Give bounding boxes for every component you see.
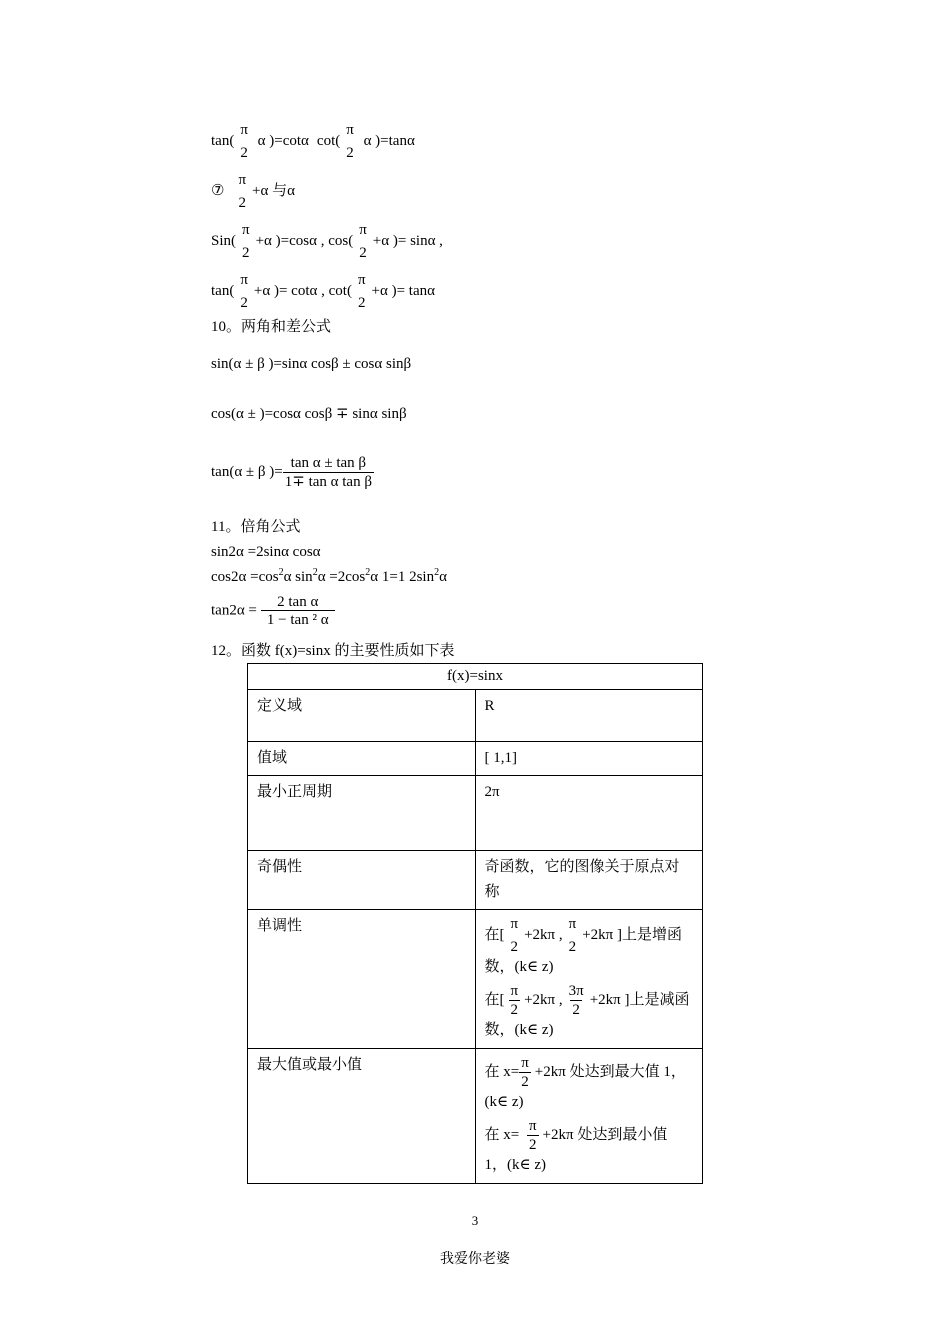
section-heading-10: 10。两角和差公式 (211, 319, 332, 335)
formula-cos-sum: cos(α ± )=cosα cosβ ∓ sinα sinβ (211, 406, 407, 422)
formula-sin2a: sin2α =2sinα cosα (211, 544, 321, 560)
row-label-period: 最小正周期 (248, 776, 476, 851)
table-row (248, 851, 703, 910)
section-heading-11: 11。倍角公式 (211, 519, 301, 535)
table-row (248, 1049, 703, 1184)
item-7: ⑦ π 2 +α 与α (211, 172, 295, 211)
fraction: π 2 (359, 222, 367, 261)
table-header-row (248, 664, 703, 690)
fraction: $\frac{\pi}{2}$ (521, 1055, 529, 1090)
fraction: π 2 (346, 122, 354, 161)
row-label-monotonicity: 单调性 (248, 910, 476, 1049)
table-title: f(x)=sinx (248, 664, 703, 690)
row-label-parity: 奇偶性 (248, 851, 476, 910)
increasing-interval: 在[ π 2 +2kπ , π 2 +2kπ ]上是增函数，(k∈ z) (484, 916, 682, 975)
row-value-range: [ 1,1] (475, 742, 703, 776)
formula-sin-pi2-plus: Sin( π 2 +α )=cosα , cos( π 2 +α )= sinα , (211, 222, 443, 261)
fraction: π 2 (568, 916, 577, 955)
fraction: π 2 (240, 272, 248, 311)
table-row (248, 910, 703, 1049)
maximum-value: 在 x= $\frac{\pi}{2}$ +2kπ 处达到最大值 1，(k∈ z) (484, 1055, 686, 1110)
row-value-parity: 奇函数，它的图像关于原点对称 (475, 851, 703, 910)
fraction: $\frac{\pi}{2}$ (510, 983, 519, 1018)
sine-properties-table (247, 663, 703, 1184)
minimum-value: 在 x= $\frac{\pi}{2}$ +2kπ 处达到最小值 1，(k∈ z) (484, 1118, 668, 1173)
row-label-extrema: 最大值或最小值 (248, 1049, 476, 1184)
table-row (248, 690, 703, 742)
formula-tan-sum: tan(α ± β )= $\frac{\text{tan α ± tan β}}{\text{1∓ tan α tan β}}$ (211, 455, 372, 490)
page-number: 3 (471, 1213, 479, 1228)
fraction: $\frac{\text{tan α ± tan β}}{\text{1∓ tan α tan β}}$ (284, 455, 372, 490)
row-label-domain: 定义域 (248, 690, 476, 742)
fraction: π 2 (510, 916, 519, 955)
fraction: π 2 (240, 122, 248, 161)
row-label-range: 值域 (248, 742, 476, 776)
table-row (248, 742, 703, 776)
row-value-period: 2π (475, 776, 703, 851)
formula-sin-sum: sin(α ± β )=sinα cosβ ± cosα sinβ (211, 356, 412, 372)
formula-tan-pi2-plus: tan( π 2 +α )= cotα , cot( π 2 +α )= tanα (211, 272, 435, 311)
page-footer: 我爱你老婆 (440, 1252, 510, 1267)
fraction: $\frac{\pi}{2}$ (528, 1118, 537, 1153)
formula-tan-pi2-minus: tan( π 2 α )=cotα cot( π 2 α )=tanα (211, 122, 415, 161)
fraction: π 2 (242, 222, 250, 261)
row-value-extrema (475, 1049, 703, 1184)
decreasing-interval: 在[ $\frac{\pi}{2}$ +2kπ , $\frac{3\pi}{2}$ +2kπ ]上是减函数，(k∈ z) (484, 983, 690, 1038)
row-value-domain: R (475, 690, 703, 742)
row-value-monotonicity (475, 910, 703, 1049)
fraction: π 2 (357, 272, 366, 311)
fraction: π 2 (238, 172, 247, 211)
formula-tan2a: tan2α = $\frac{\text{2 tan α}}{\text{1 − tan ² α}}$ (211, 594, 339, 628)
formula-cos2a: $\cos 2\alpha =\cos^2\alpha$ $\sin^2\alpha =2\cos^2\alpha$ 1=1 $2\sin^2\alpha$ (211, 567, 447, 585)
table-row (248, 776, 703, 851)
fraction: $\frac{\text{2 tan α}}{\text{1 − tan ² α}}$ (261, 594, 335, 628)
section-heading-12: 12。函数 f(x)=sinx 的主要性质如下表 (211, 643, 455, 659)
fraction: $\frac{3\pi}{2}$ (568, 983, 584, 1018)
